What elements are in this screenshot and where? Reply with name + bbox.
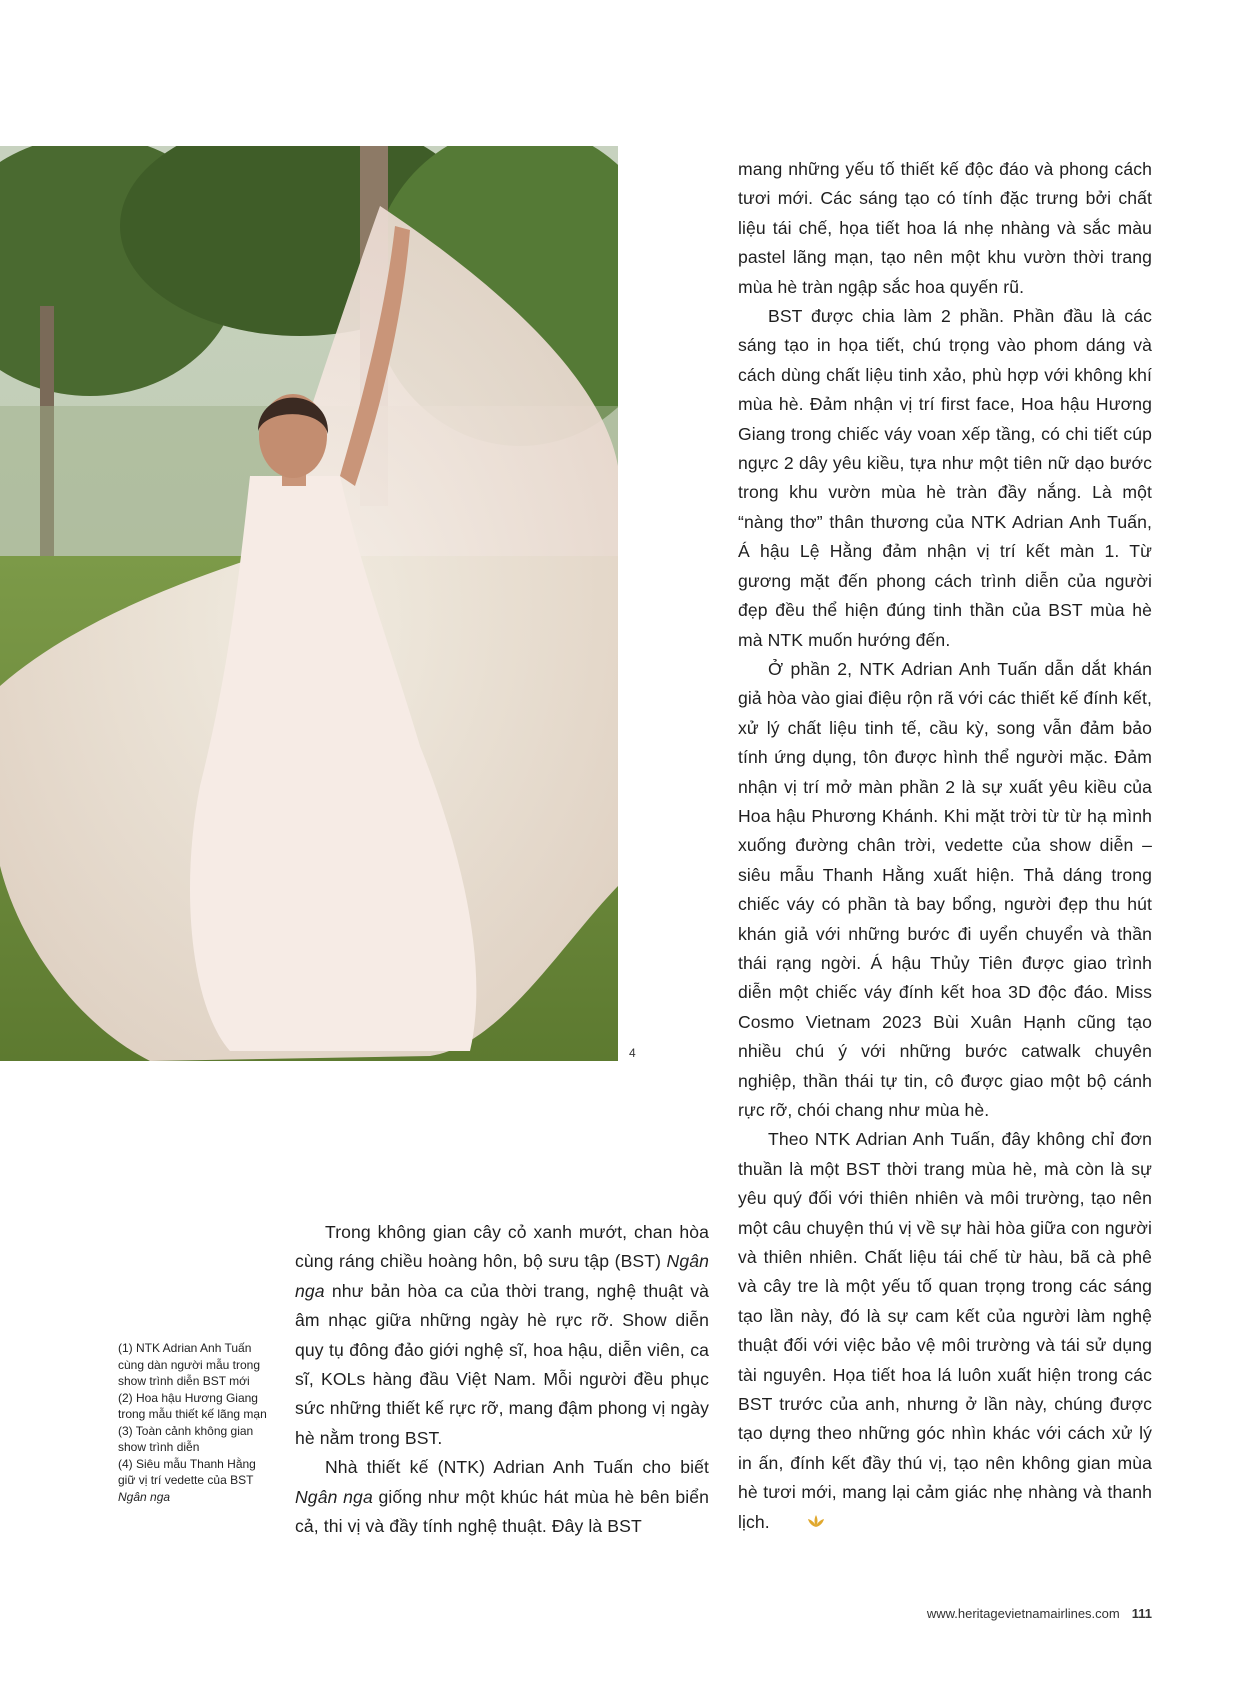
website-url: www.heritagevietnamairlines.com <box>926 1606 1120 1621</box>
page-number: 111 <box>1131 1606 1152 1621</box>
fashion-photo <box>0 146 618 1061</box>
article-column-middle <box>295 1218 709 1541</box>
caption-item: (3) Toàn cảnh không gian show trình diễn <box>118 1423 254 1454</box>
paragraph: Nhà thiết kế (NTK) Adrian Anh Tuấn cho biết Ngân nga giống như một khúc hát mùa hè bên biển cả, thi vị và đầy tính nghệ thuật. Đây là BST <box>295 1457 709 1537</box>
caption-item: (1) NTK Adrian Anh Tuấn cùng dàn người mẫu trong show trình diễn BST mới <box>118 1341 260 1388</box>
caption-item: (4) Siêu mẫu Thanh Hằng giữ vị trí vedette của BST Ngân nga <box>118 1456 256 1504</box>
paragraph: Theo NTK Adrian Anh Tuấn, đây không chỉ đơn thuần là một BST thời trang mùa hè, mà còn là sự yêu quý đối với thiên nhiên và môi trường, tạo nên một câu chuyện thú vị về sự hài hòa giữa con người và thiên nhiên. Chất liệu tái chế từ hàu, bã cà phê và cây tre là một yếu tố quan trọng trong các sáng tạo lần này, đó là sự cam kết của người làm nghệ thuật đối với việc bảo vệ môi trường và tái sử dụng tài nguyên. Họa tiết hoa lá luôn xuất hiện trong các BST trước của anh, nhưng ở lần này, chúng được tạo dựng theo những góc nhìn khác với cách xử lý in ấn, đính kết đầy thú vị, tạo nên không gian mùa hè tươi mới, mang lại cảm giác nhẹ nhàng và thanh lịch. <box>738 1125 1152 1537</box>
paragraph: BST được chia làm 2 phần. Phần đầu là các sáng tạo in họa tiết, chú trọng vào phom dáng và cách dùng chất liệu tinh xảo, phù hợp với không khí mùa hè. Đảm nhận vị trí first face, Hoa hậu Hương Giang trong chiếc váy voan xếp tầng, có chi tiết cúp ngực 2 dây yêu kiều, tựa như một tiên nữ dạo bước trong khu vườn mùa hè tràn đầy nắng. Là một “nàng thơ” thân thương của NTK Adrian Anh Tuấn, Á hậu Lệ Hằng đảm nhận vị trí kết màn 1. Từ gương mặt đến phong cách trình diễn của người đẹp đều thể hiện đúng tinh thần của BST mùa hè mà NTK muốn hướng đến. <box>738 306 1152 650</box>
paragraph: Ở phần 2, NTK Adrian Anh Tuấn dẫn dắt khán giả hòa vào giai điệu rộn rã với các thiết kế đính kết, xử lý chất liệu tinh tế, cầu kỳ, song vẫn đảm bảo tính ứng dụng, tôn được hình thể người mặc. Đảm nhận vị trí mở màn phần 2 là sự xuất yêu kiều của Hoa hậu Phương Khánh. Khi mặt trời từ từ hạ mình xuống đường chân trời, vedette của show diễn – siêu mẫu Thanh Hằng xuất hiện. Thả dáng trong chiếc váy có phần tà bay bổng, người đẹp thu hút khán giả với những bước đi uyển chuyển và thần thái rạng ngời. Á hậu Thủy Tiên được giao trình diễn một chiếc váy đính kết hoa 3D độc đáo. Miss Cosmo Vietnam 2023 Bùi Xuân Hạnh cũng tạo nhiều chú ý với những bước catwalk chuyên nghiệp, thần thái tự tin, cô được giao một bộ cánh rực rỡ, chói chang như mùa hè. <box>738 658 1152 1120</box>
paragraph: Trong không gian cây cỏ xanh mướt, chan hòa cùng ráng chiều hoàng hôn, bộ sưu tập (BST) Ngân nga như bản hòa ca của thời trang, nghệ thuật và âm nhạc giữa những ngày hè rực rỡ. Show diễn quy tụ đông đảo giới nghệ sĩ, hoa hậu, diễn viên, ca sĩ, KOLs hàng đầu Việt Nam. Mỗi người đều phục sức những thiết kế rực rỡ, mang đậm phong vị ngày hè nằm trong BST. <box>295 1222 709 1448</box>
photo-number: 4 <box>629 1046 636 1060</box>
photo-illustration <box>0 146 618 1061</box>
page-footer <box>927 1606 1152 1621</box>
article-column-right <box>738 155 1152 1538</box>
lotus-icon <box>776 1508 826 1537</box>
caption-item: (2) Hoa hậu Hương Giang trong mẫu thiết kế lãng mạn <box>118 1390 267 1421</box>
photo-captions <box>118 1340 268 1505</box>
paragraph: mang những yếu tố thiết kế độc đáo và phong cách tươi mới. Các sáng tạo có tính đặc trưng bởi chất liệu tái chế, họa tiết hoa lá nhẹ nhàng và sắc màu pastel lãng mạn, tạo nên một khu vườn thời trang mùa hè tràn ngập sắc hoa quyến rũ. <box>738 159 1152 297</box>
